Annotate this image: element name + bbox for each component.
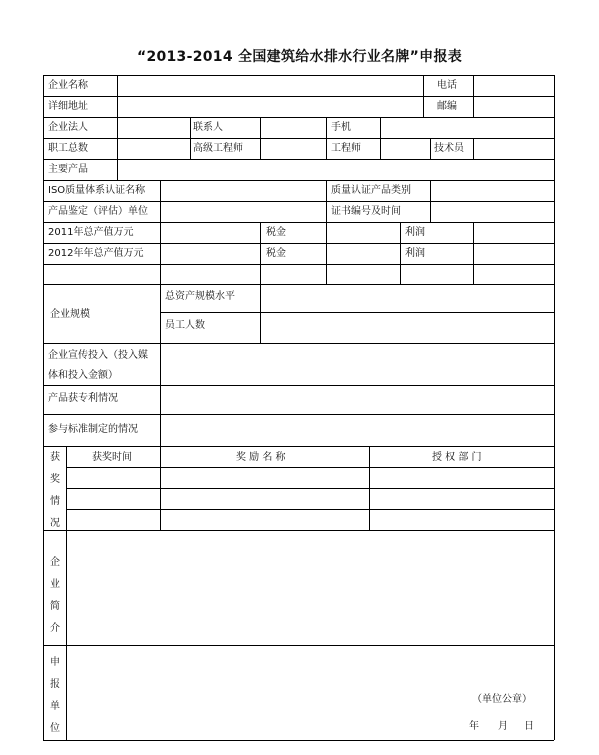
applicant-side-label: 申 报 单 位 (50, 657, 60, 734)
total-staff-label: 职工总数 (48, 143, 88, 154)
scale-label: 企业规模 (50, 309, 90, 320)
promo-label-line1: 企业宣传投入（投入媒 (48, 350, 148, 361)
profit-2012-label: 利润 (405, 248, 425, 259)
address-label: 详细地址 (48, 101, 88, 112)
iso-cert-label: ISO质量体系认证名称 (48, 185, 146, 196)
mobile-label: 手机 (331, 122, 351, 133)
legal-person-label: 企业法人 (48, 122, 88, 133)
quality-category-label: 质量认证产品类别 (331, 185, 411, 196)
promo-label-line2: 体和投入金额） (48, 370, 118, 381)
tax-2012-label: 税金 (266, 248, 286, 259)
engineer-label: 工程师 (331, 143, 361, 154)
assets-label: 总资产规模水平 (165, 291, 235, 302)
output-2012-label: 2012年年总产值万元 (48, 248, 144, 259)
award-name-header: 奖 励 名 称 (236, 452, 286, 463)
phone-label: 电话 (437, 80, 457, 91)
award-time-header: 获奖时间 (92, 452, 132, 463)
technician-label: 技术员 (434, 143, 464, 154)
date-year-label: 年 (469, 721, 479, 732)
product-eval-label: 产品鉴定（评估）单位 (48, 206, 148, 217)
form-title: “2013-2014 全国建筑给水排水行业名牌”申报表 (136, 49, 463, 65)
postcode-label: 邮编 (437, 101, 457, 112)
company-name-label: 企业名称 (48, 80, 88, 91)
senior-engineer-label: 高级工程师 (193, 143, 243, 154)
awards-side-label: 获 奖 情 况 (50, 452, 60, 529)
contact-label: 联系人 (193, 122, 223, 133)
profit-2011-label: 利润 (405, 227, 425, 238)
output-2011-label: 2011年总产值万元 (48, 227, 134, 238)
intro-side-label: 企 业 简 介 (50, 557, 60, 634)
standards-label: 参与标准制定的情况 (48, 424, 138, 435)
date-day-label: 日 (524, 721, 534, 732)
date-month-label: 月 (498, 721, 508, 732)
patents-label: 产品获专利情况 (48, 393, 118, 404)
employees-label: 员工人数 (165, 320, 205, 331)
main-products-label: 主要产品 (48, 164, 88, 175)
seal-label: （单位公章） (472, 694, 532, 705)
award-dept-header: 授 权 部 门 (432, 452, 482, 463)
cert-number-label: 证书编号及时间 (331, 206, 401, 217)
tax-2011-label: 税金 (266, 227, 286, 238)
